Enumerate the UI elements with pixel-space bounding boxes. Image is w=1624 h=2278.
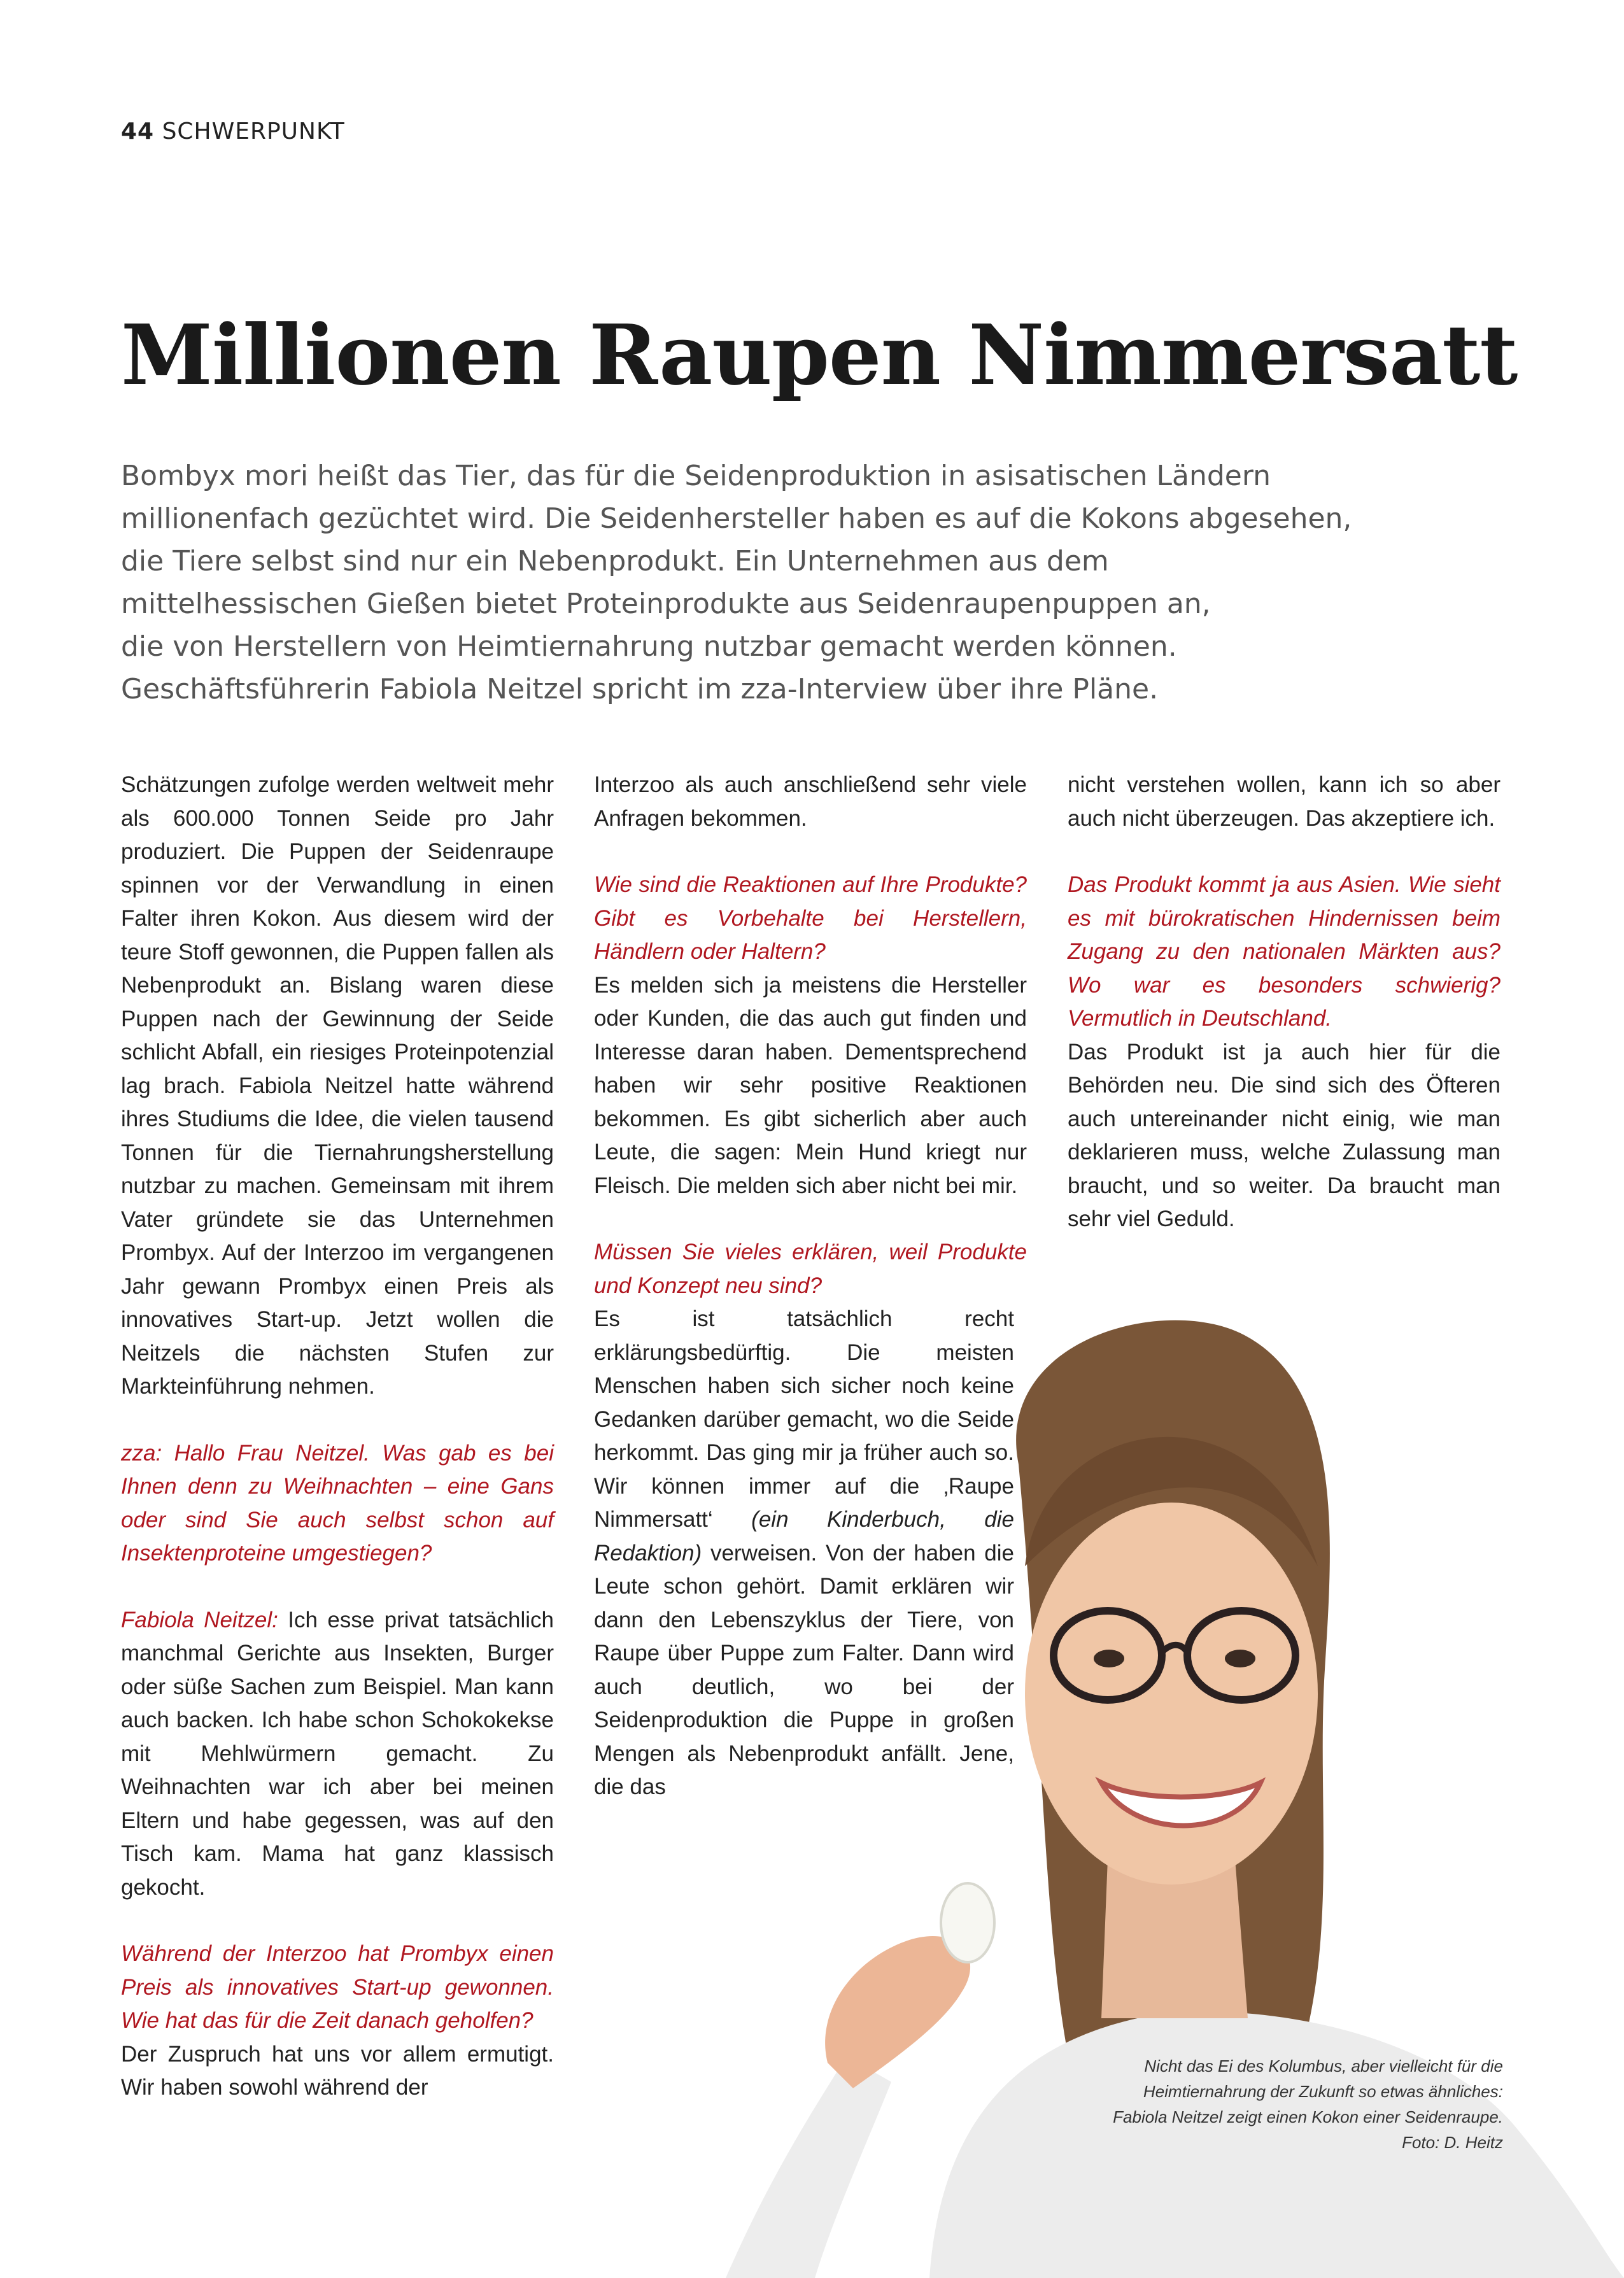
question: Während der Interzoo hat Prombyx einen Preis als innovatives Start-up gewonnen. Wie hat das für die Zeit danach geholfen?	[121, 1941, 554, 2033]
caption-line: Heimtiernahrung der Zukunft so etwas ähnliches:	[1143, 2082, 1503, 2101]
lead-line: die von Herstellern von Heimtiernahrung nutzbar gemacht werden können.	[121, 630, 1177, 663]
lead-line: millionenfach gezüchtet wird. Die Seidenhersteller haben es auf die Kokons abgesehen,	[121, 502, 1352, 535]
editor-note: (ein Kinderbuch, die Redaktion)	[594, 1507, 1014, 1566]
question: Wie sind die Reaktionen auf Ihre Produkte? Gibt es Vorbehalte bei Herstellern, Händlern oder Haltern?	[594, 872, 1027, 964]
caption-line: Fabiola Neitzel zeigt einen Kokon einer Seidenraupe.	[1113, 2107, 1503, 2126]
question: Müssen Sie vieles erklären, weil Produkte und Konzept neu sind?	[594, 1240, 1027, 1298]
speaker-label: Fabiola Neitzel:	[121, 1607, 278, 1632]
question: zza: Hallo Frau Neitzel. Was gab es bei Ihnen denn zu Weihnachten – eine Gans oder sind Sie auch selbst schon auf Insektenproteine umgestiegen?	[121, 1440, 554, 1566]
answer-continued: nicht verstehen wollen, kann ich so aber auch nicht überzeugen. Das akzeptiere ich.	[1068, 772, 1500, 831]
lead-line: Bombyx mori heißt das Tier, das für die Seidenproduktion in asisatischen Ländern	[121, 460, 1271, 492]
text-column-1	[121, 768, 554, 2105]
answer-continued: Interzoo als auch anschließend sehr viele Anfragen bekommen.	[594, 772, 1027, 831]
caption-line: Nicht das Ei des Kolumbus, aber vielleicht für die	[1144, 2056, 1503, 2076]
text-column-3	[1068, 768, 1500, 1270]
article-title: Millionen Raupen Nimmersatt	[121, 306, 1518, 404]
answer-text: Es ist tatsächlich recht erklärungsbedürftig. Die meisten Menschen haben sich sicher noch keine Gedanken darüber gemacht, wo die Seide herkommt. Das ging mir ja früher auch so. Wir können immer auf die ‚Raupe Nimmersatt‘	[594, 1306, 1014, 1532]
photo-caption	[994, 2053, 1503, 2155]
question: Das Produkt kommt ja aus Asien. Wie sieht es mit bürokratischen Hindernissen beim Zugang zu den nationalen Märkten aus? Wo war es besonders schwierig? Vermutlich in Deutschland.	[1068, 872, 1500, 1031]
article-lead	[121, 455, 1522, 711]
intro-paragraph: Schätzungen zufolge werden weltweit mehr als 600.000 Tonnen Seide pro Jahr produziert. Die Puppen der Seidenraupe spinnen vor der Verwandlung in einen Falter ihren Kokon. Aus diesem wird der teure Stoff gewonnen, die Puppen fallen als Nebenprodukt an. Bislang waren diese Puppen nach der Gewinnung der Seide schlicht Abfall, ein riesiges Proteinpotenzial lag brach. Fabiola Neitzel hatte während ihres Studiums die Idee, die vielen tausend Tonnen für die Tiernahrungsherstellung nutzbar zu machen. Gemeinsam mit ihrem Vater gründete sie das Unternehmen Prombyx. Auf der Interzoo im vergangenen Jahr gewann Prombyx einen Preis als innovatives Start-up. Jetzt wollen die Neitzels die nächsten Stufen zur Markteinführung nehmen.	[121, 772, 554, 1399]
answer: Das Produkt ist ja auch hier für die Behörden neu. Die sind sich des Öfteren auch untereinander nicht einig, wie man deklarieren muss, welche Zulassung man braucht, und so weiter. Da braucht man sehr viel Geduld.	[1068, 1039, 1500, 1231]
page-number: 44	[121, 118, 155, 145]
section-label: SCHWERPUNKT	[162, 118, 345, 145]
answer-text: Ich esse privat tatsächlich manchmal Gerichte aus Insekten, Burger oder süße Sachen zum Beispiel. Man kann auch backen. Ich habe schon Schokokekse mit Mehlwürmern gemacht. Zu Weihnachten war ich aber bei meinen Eltern und habe gegessen, was auf den Tisch kam. Mama hat ganz klassisch gekocht.	[121, 1607, 554, 1900]
answer: Es melden sich ja meistens die Hersteller oder Kunden, die das auch gut finden und Interesse daran haben. Dementsprechend haben wir sehr positive Reaktionen bekommen. Es gibt sicherlich aber auch Leute, die sagen: Mein Hund kriegt nur Fleisch. Die melden sich aber nicht bei mir.	[594, 972, 1027, 1198]
answer-text: Der Zuspruch hat uns vor allem ermutigt. Wir haben sowohl während der	[121, 2041, 554, 2100]
answer-text: verweisen. Von der haben die Leute schon gehört. Damit erklären wir dann den Lebenszyklus der Tiere, von Raupe über Puppe zum Falter. Dann wird auch deutlich, wo bei der Seidenproduktion die Puppe in großen Mengen als Nebenprodukt anfällt. Jene, die das	[594, 1540, 1014, 1799]
answer	[121, 1604, 554, 1905]
photo-credit: Foto: D. Heitz	[1402, 2133, 1503, 2152]
page-header	[121, 118, 345, 145]
lead-line: die Tiere selbst sind nur ein Nebenprodukt. Ein Unternehmen aus dem	[121, 545, 1109, 577]
lead-line: mittelhessischen Gießen bietet Proteinprodukte aus Seidenraupenpuppen an,	[121, 588, 1211, 620]
lead-line: Geschäftsführerin Fabiola Neitzel spricht im zza-Interview über ihre Pläne.	[121, 673, 1159, 705]
qa-block	[121, 1937, 554, 2105]
